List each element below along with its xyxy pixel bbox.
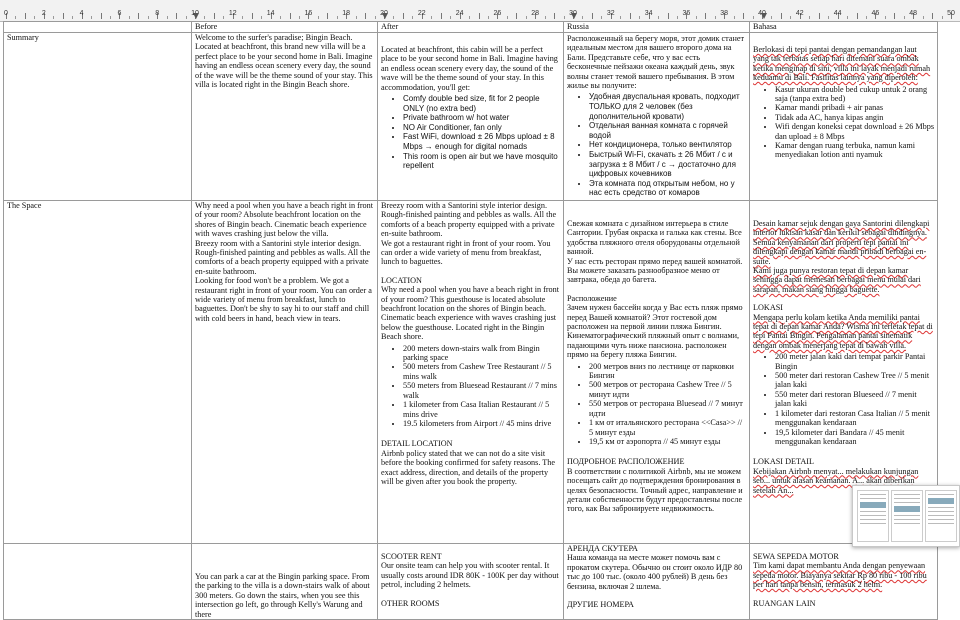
ruler-number: 14 [266, 10, 275, 17]
ruler-tick [923, 16, 924, 19]
list-item: • 1 kilometer from Casa Italian Restaurant // 5 mins drive [403, 400, 560, 419]
list-item: • 19,5 kilometer dari Bandara // 45 menit menggunakan kendaraan [775, 428, 934, 447]
ruler-tick [639, 16, 640, 19]
ruler-tick [771, 16, 772, 19]
column-marker[interactable] [761, 13, 767, 19]
space-russia-location: Зачем нужен бассейн когда у Вас есть пляж прямо перед Вашей комнатой? Этот гостевой дом расположен на первой линии пляжа Бингин. Кинематографический пляжный опыт с волнами, падающими чуть ниже пансиона. расположен прямо на берегу пляжа Бингин. [567, 303, 743, 360]
ruler-tick [526, 16, 527, 19]
ruler-tick [630, 13, 631, 19]
ruler-tick [545, 16, 546, 19]
ruler-tick [866, 16, 867, 19]
space-bahasa-p2: Kami juga punya restoran tepat di depan kamar sehingga dapat memesan berbagai menu mulai dari sarapan, makan siang hingga baguette. [753, 266, 921, 294]
thumbnail-page [857, 490, 889, 542]
ruler-tick [34, 16, 35, 19]
cell-row3-before[interactable] [192, 543, 378, 619]
ruler-number: 0 [4, 10, 8, 17]
space-before-p1: Why need a pool when you have a beach right in front of your room? Absolute beachfront location on the shores of Bingin beach. Cinematic beach experience with waves crashing just below the villa. [195, 200, 374, 239]
space-after-p1: Breezy room with a Santorini style interior design. Rough-finished painting and pebbles as walls. All the comforts of a beach property equipped with a private en-suite bathroom. [381, 200, 557, 239]
row3-bahasa-text: Tim kami dapat membantu Anda dengan penyewaan sepeda motor. Biayanya sekitar Rp 80 ribu - 100 ribu per hari tanpa bensin, termasuk 2 helm. [753, 561, 927, 590]
space-bahasa-location-title: LOKASI [753, 303, 784, 313]
ruler-tick [885, 16, 886, 19]
summary-russia-list [567, 92, 746, 198]
header-cell-empty[interactable] [4, 22, 192, 33]
summary-russia-intro: Расположенный на берегу моря, этот домик станет идеальным местом для вашего второго дома на Бали. Представьте себе, что у вас есть бесконечные пейзажи океана каждый день, звук волны станет темой вашего пребывания. В этом жилье вы получите: [567, 34, 745, 91]
ruler-tick [25, 13, 26, 19]
ruler-tick [365, 13, 366, 19]
ruler-tick [932, 13, 933, 19]
ruler-tick [828, 16, 829, 19]
ruler-tick [677, 16, 678, 19]
ruler-tick [327, 13, 328, 19]
list-item: • Private bathroom w/ hot water [403, 113, 560, 123]
ruler-tick [516, 13, 517, 19]
header-cell-russia[interactable]: Russia [564, 22, 750, 33]
cell-row3-russia[interactable] [564, 543, 750, 619]
ruler-number: 42 [795, 10, 804, 17]
space-before-p3: Looking for food won't be a problem. We got a restaurant right in front of your room. You can order a wide variety of menu from breakfast, lunch to baguettes. Don't be shy to say hi to our staff and chill with cold beers in hand, beach view in tears. [195, 276, 372, 323]
space-russia-p2: У нас есть ресторан прямо перед вашей комнатой. Вы можете заказать разнообразное меню от завтрака, обеда до багета. [567, 256, 743, 285]
list-item: • 500 meter dari restoran Cashew Tree // 5 menit jalan kaki [775, 371, 934, 390]
ruler-tick [904, 16, 905, 19]
header-cell-bahasa[interactable]: Bahasa [750, 22, 938, 33]
ruler-tick [469, 16, 470, 19]
summary-bahasa-list [753, 85, 934, 160]
row-label-space[interactable]: The Space [4, 200, 192, 543]
ruler-tick [375, 16, 376, 19]
ruler-tick [781, 13, 782, 19]
table-row-space [4, 200, 938, 543]
ruler-number: 18 [342, 10, 351, 17]
column-marker[interactable] [571, 13, 577, 19]
row3-after-title: SCOOTER RENT [381, 551, 442, 561]
ruler-tick [176, 13, 177, 19]
ruler-tick [592, 13, 593, 19]
thumbnail-page [925, 490, 957, 542]
ruler-tick [847, 16, 848, 19]
ruler-tick [507, 16, 508, 19]
column-marker[interactable] [382, 13, 388, 19]
space-russia-detail-title: ПОДРОБНОЕ РАСПОЛОЖЕНИЕ [567, 457, 685, 467]
space-russia-p1: Свежая комната с дизайном интерьера в стиле Сантории. Грубая окраска и галька как стены. Все удобства пляжного отеля оборудованы отдельной ванной. [567, 218, 742, 257]
list-item: • Tidak ada AC, hanya kipas angin [775, 113, 934, 122]
space-before-p2: Breezy room with a Santorini style interior design. Rough-finished painting and pebbles as walls. All the comforts of a beach property equipped with a private en-suite bathroom. [195, 238, 371, 276]
ruler-tick [894, 13, 895, 19]
ruler-number: 8 [155, 10, 160, 17]
space-bahasa-location: Mengapa perlu kolam ketika Anda memiliki pantai tepat di depan kamar Anda? Wisma ini terletak tepat di tepi Pantai Bingin. Pengalaman pantai sinematik dengan ombak menerjang tepat di bawah villa. [753, 312, 933, 350]
ruler-tick [261, 16, 262, 19]
ruler-tick [696, 16, 697, 19]
ruler-tick [63, 13, 64, 19]
ruler-tick [393, 16, 394, 19]
space-bahasa-p1: Desain kamar sejuk dengan gaya Santorini dilengkapi interior lukisan kasar dan kerikil sebagai dindingnya. Semua kenyamanan dari properti tepi pantai ini dilengkapi dengan kamar mandi pribadi berbagai en-suite. [753, 218, 930, 266]
ruler-tick [582, 16, 583, 19]
ruler-number: 28 [531, 10, 540, 17]
ruler-tick [753, 16, 754, 19]
ruler-tick [356, 16, 357, 19]
list-item: • Отдельная ванная комната с горячей водой [589, 121, 746, 140]
ruler-number: 50 [947, 10, 955, 17]
ruler-tick [129, 16, 130, 19]
list-item: • This room is open air but we have mosquito repellent [403, 152, 560, 171]
table-row-summary [4, 33, 938, 201]
row3-bahasa-title2: RUANGAN LAIN [753, 598, 816, 608]
space-after-p2: We got a restaurant right in front of your room. You can order a wide variety of menu from breakfast, lunch to baguettes. [381, 238, 551, 267]
document-page [0, 21, 960, 619]
thumbnail-page [891, 490, 923, 542]
ruler-tick [564, 16, 565, 19]
space-bahasa-detail: Kebijakan Airbnb menyat... melakukan kunjungan seb... untuk alasan keamanan. A... akan diberikan setelah An... [753, 466, 919, 495]
ruler-tick [252, 13, 253, 19]
list-item: • 550 meters from Bluesead Restaurant // 7 mins walk [403, 381, 560, 400]
ruler-number: 40 [758, 10, 766, 17]
ruler-tick [223, 16, 224, 19]
ruler-tick [318, 16, 319, 19]
list-item: • Нет кондиционера, только вентилятор [589, 140, 746, 150]
list-item: • 200 meter jalan kaki dari tempat parkir Pantai Bingin [775, 352, 934, 371]
ruler-number: 32 [606, 10, 615, 17]
ruler-number: 2 [41, 10, 46, 17]
ruler-tick [658, 16, 659, 19]
ruler-tick [242, 16, 243, 19]
cell-row3-after[interactable] [378, 543, 564, 619]
list-item: • Удобная двуспальная кровать, подходит ТОЛЬКО для 2 человек (без дополнительной кровати) [589, 92, 746, 121]
ruler-tick [186, 16, 187, 19]
space-russia-detail: В соответствии с политикой Airbnb, мы не можем посещать сайт до подтверждения бронирования в целях безопасности. Точный адрес, направление и детали собственности будут предоставлены после того, как Вы забронируете недвижимость. [567, 466, 743, 514]
summary-after-intro: Located at beachfront, this cabin will be a perfect place to be your second home in Bali. Imagine having an endless ocean scenery every day, the sound of the wave will be the theme sound of your stay. In this accommodation, you'll get: [381, 45, 558, 92]
list-item: • 200 метров вниз по лестнице от парковки Бингин [589, 362, 746, 381]
row3-after-text: Our onsite team can help you with scooter rental. It usually costs around IDR 80K - 100K per day without petrol, including 2 helmets. [381, 561, 559, 590]
ruler-number: 48 [909, 10, 918, 17]
cell-row3-bahasa[interactable] [750, 543, 938, 619]
cell-space-after[interactable] [378, 200, 564, 543]
summary-after-list [381, 94, 560, 171]
ruler-tick [431, 16, 432, 19]
ruler-number: 34 [644, 10, 653, 17]
list-item: • Wifi dengan koneksi cepat download ± 26 Mbps dan upload ± 8 Mbps [775, 122, 934, 141]
ruler-tick [668, 13, 669, 19]
space-after-location-title: LOCATION [381, 275, 422, 285]
list-item: • 200 meters down-stairs walk from Bingin parking space [403, 344, 560, 363]
list-item: • Эта комната под открытым небом, но у нас есть средство от комаров [589, 179, 746, 198]
ruler-number: 22 [417, 10, 426, 17]
cell-summary-russia[interactable] [564, 33, 750, 201]
cell-summary-after[interactable] [378, 33, 564, 201]
list-item: • Comfy double bed size, fit for 2 people ONLY (no extra bed) [403, 94, 560, 113]
ruler-tick [204, 16, 205, 19]
ruler-tick [138, 13, 139, 19]
ruler-number: 30 [569, 10, 577, 17]
ruler-tick [167, 16, 168, 19]
list-item: • Kamar mandi pribadi + air panas [775, 103, 934, 112]
row3-after-title2: OTHER ROOMS [381, 598, 440, 608]
space-after-location: Why need a pool when you have a beach right in front of your room? This guesthouse is located absolute beachfront location on the shores of Bingin beach. Cinematic beach experience with waves crashing just below the guesthouse. Located right in the Bingin Beach shore. [381, 285, 560, 342]
ruler-tick [101, 13, 102, 19]
ruler-tick [809, 16, 810, 19]
ruler-tick [479, 13, 480, 19]
list-item: • 550 meter dari restoran Blueseed // 7 menit jalan kaki [775, 390, 934, 409]
ruler-number: 16 [304, 10, 313, 17]
ruler-tick [290, 13, 291, 19]
ruler-tick [620, 16, 621, 19]
ruler-tick [72, 16, 73, 19]
cell-summary-bahasa[interactable] [750, 33, 938, 201]
list-item: • 1 kilometer dari restoran Casa Italian // 5 menit menggunakan kendaraan [775, 409, 934, 428]
document-ruler[interactable] [0, 0, 960, 22]
ruler-number: 46 [871, 10, 880, 17]
list-item: • Fast WiFi, download ± 26 Mbps upload ± 8 Mbps → enough for digital nomads [403, 132, 560, 151]
list-item: • NO Air Conditioner, fan only [403, 123, 560, 133]
row-label-empty[interactable] [4, 543, 192, 619]
list-item: • 550 метров от ресторана Bluesead // 7 минут идти [589, 399, 746, 418]
header-cell-before[interactable]: Before [192, 22, 378, 33]
window-preview-thumbnail[interactable] [852, 485, 960, 547]
ruler-number: 12 [228, 10, 237, 17]
ruler-number: 20 [380, 10, 388, 17]
row3-russia-text: Наша команда на месте может помочь вам с прокатом скутера. Обычно он стоит около ИДР 80 тыс до 100 тыс. (около 400 рублей) В день без бензина, включая 2 шлема. [567, 553, 743, 591]
ruler-number: 6 [117, 10, 122, 17]
ruler-number: 36 [682, 10, 691, 17]
summary-before-text: Welcome to the surfer's paradise; Bingin Beach. Located at beachfront, this brand new villa will be a perfect place to be your second home in Bali. Imagine having an endless ocean scenery every day, the sound of the wave will be the theme sound of your stay. This villa is located right in the Bingin Beach shore. [195, 33, 373, 90]
list-item: • 19,5 км от аэропорта // 45 минут езды [589, 437, 746, 446]
ruler-tick [15, 16, 16, 19]
space-russia-location-title: Расположение [567, 293, 617, 303]
row3-bahasa-title: SEWA SEPEDA MOTOR [753, 551, 839, 561]
cell-space-russia[interactable] [564, 200, 750, 543]
cell-summary-before[interactable] [192, 33, 378, 201]
ruler-number: 44 [833, 10, 842, 17]
column-marker[interactable] [193, 13, 199, 19]
ruler-tick [705, 13, 706, 19]
list-item: • Быстрый Wi-Fi, скачать ± 26 Мбит / с и загрузка ± 8 Мбит / с → достаточно для цифровых кочевников [589, 150, 746, 179]
list-item: • Kamar dengan ruang terbuka, namun kami menyediakan lotion anti nyamuk [775, 141, 934, 160]
ruler-number: 26 [493, 10, 502, 17]
row3-russia-title2: ДРУГИЕ НОМЕРА [567, 600, 634, 609]
ruler-number: 38 [720, 10, 729, 17]
ruler-tick [942, 16, 943, 19]
ruler-tick [819, 13, 820, 19]
row3-russia-title: АРЕНДА СКУТЕРА [567, 543, 638, 553]
ruler-tick [601, 16, 602, 19]
ruler-tick [857, 13, 858, 19]
ruler-tick [337, 16, 338, 19]
space-after-list [381, 344, 560, 429]
space-after-detail: Airbnb policy stated that we can not do a site visit before the booking confirmed for safety reasons. The exact address, direction, and details of the property will be given after you book the property. [381, 448, 556, 486]
space-bahasa-list [753, 352, 934, 446]
ruler-tick [110, 16, 111, 19]
list-item: • 1 км от итальянского ресторана <<Casa>> // 5 минут езды [589, 418, 746, 437]
space-after-detail-title: DETAIL LOCATION [381, 439, 453, 449]
row-label-summary[interactable]: Summary [4, 33, 192, 201]
header-cell-after[interactable]: After [378, 22, 564, 33]
space-bahasa-detail-title: LOKASI DETAIL [753, 457, 814, 467]
ruler-tick [734, 16, 735, 19]
ruler-tick [299, 16, 300, 19]
ruler-number: 24 [455, 10, 464, 17]
list-item: • 19.5 kilometers from Airport // 45 mins drive [403, 419, 560, 428]
ruler-tick [148, 16, 149, 19]
ruler-tick [53, 16, 54, 19]
ruler-tick [412, 16, 413, 19]
ruler-tick [403, 13, 404, 19]
list-item: • 500 meters from Cashew Tree Restaurant // 5 mins walk [403, 362, 560, 381]
table-row-getting-around [4, 543, 938, 619]
list-item: • Kasur ukuran double bed cukup untuk 2 orang saja (tanpa extra bed) [775, 85, 934, 104]
ruler-tick [450, 16, 451, 19]
cell-space-before[interactable] [192, 200, 378, 543]
ruler-tick [790, 16, 791, 19]
ruler-tick [441, 13, 442, 19]
ruler-number: 4 [79, 10, 84, 17]
ruler-tick [554, 13, 555, 19]
summary-bahasa-intro: Berlokasi di tepi pantai dengan pemandangan laut yang tak terbatas setiap hari ditemani suara ombak ketika menginap di sini, villa ini layak menjadi rumah keduamu di Bali. Fasilitas lainnya yang diperoleh: [753, 45, 931, 83]
ruler-tick [715, 16, 716, 19]
ruler-number: 10 [191, 10, 199, 17]
ruler-tick [743, 13, 744, 19]
ruler-tick [280, 16, 281, 19]
row3-before-text: You can park a car at the Bingin parking space. From the parking to the villa is a down-stairs walk of about 300 meters. Go down the stairs, when you see this intersection go left, go through Kelly's Warung and there [195, 571, 370, 619]
table-header-row [4, 22, 938, 33]
space-russia-list [567, 362, 746, 447]
translation-table [3, 21, 938, 620]
ruler-tick [91, 16, 92, 19]
ruler-tick [488, 16, 489, 19]
ruler-tick [214, 13, 215, 19]
list-item: • 500 метров от ресторана Cashew Tree // 5 минут идти [589, 380, 746, 399]
